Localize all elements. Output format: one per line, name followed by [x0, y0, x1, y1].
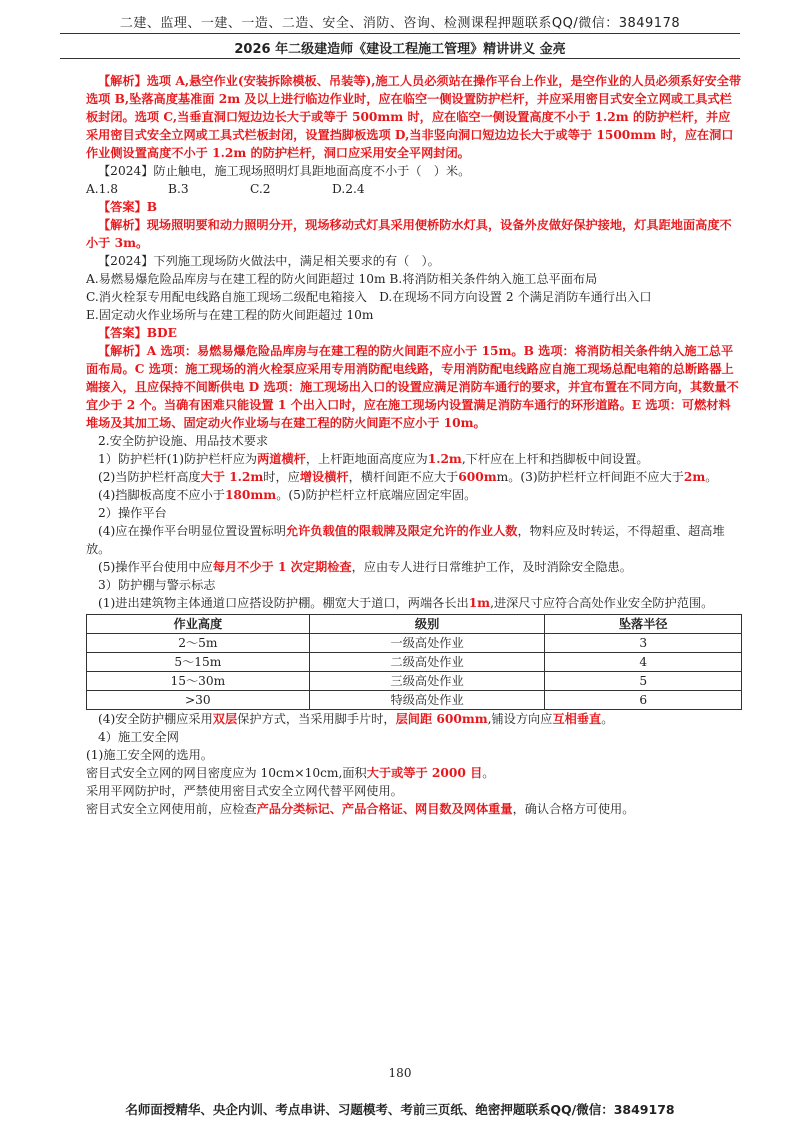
highlight: 产品分类标记、产品合格证、网目数及网体重量 — [256, 802, 513, 816]
highlight: 大于 1.2m — [200, 470, 264, 484]
net-p4 — [86, 800, 742, 818]
table-cell: 5～15m — [87, 653, 310, 672]
table-cell: 5 — [545, 672, 742, 691]
guardrail-p2 — [86, 468, 742, 486]
text: (4)挡脚板高度不应小于 — [98, 488, 225, 502]
text: 时，应 — [263, 470, 300, 484]
section-title: 2.安全防护设施、用品技术要求 — [98, 434, 269, 448]
q3-option-e: E.固定动火作业场所与在建工程的防火间距超过 10m — [86, 308, 374, 322]
highlight: 层间距 600mm — [395, 712, 488, 726]
text: ,铺设方向应 — [487, 712, 553, 726]
table-row — [87, 691, 742, 710]
text: 保护方式，当采用脚手片时， — [237, 712, 396, 726]
header-divider-2 — [60, 58, 740, 59]
table-row — [87, 634, 742, 653]
table-cell: 15～30m — [87, 672, 310, 691]
platform-title: 2）操作平台 — [98, 506, 167, 520]
q2-answer: 【答案】B — [98, 200, 158, 214]
text: (2)当防护栏杆高度 — [98, 470, 201, 484]
highlight: 大于或等于 2000 目 — [366, 766, 483, 780]
text: ,下杆应在上杆和挡脚板中间设置。 — [461, 452, 649, 466]
text: 密目式安全立网的网目密度应为 10cm×10cm,面积 — [86, 766, 367, 780]
text: ,进深尺寸应符合高处作业安全防护范围。 — [490, 596, 714, 610]
table-header: 作业高度 — [87, 615, 310, 634]
platform-p5 — [86, 558, 742, 576]
text: ，横杆间距不应大于 — [348, 470, 459, 484]
q3-options-ab: A.易燃易爆危险品库房与在建工程的防火间距超过 10m B.将消防相关条件纳入施工总平面布局 — [86, 272, 598, 286]
table-header: 坠落半径 — [545, 615, 742, 634]
highlight: 增设横杆 — [299, 470, 349, 484]
table-cell: 三级高处作业 — [309, 672, 545, 691]
page-number: 180 — [388, 1066, 412, 1080]
q2-option-b: B.3 — [168, 182, 189, 196]
highlight: 每月不少于 1 次定期检查 — [212, 560, 352, 574]
table-cell: 2～5m — [87, 634, 310, 653]
table-header-row — [87, 615, 742, 634]
main-content — [86, 72, 742, 818]
guardrail-p4 — [86, 486, 742, 504]
text: (4)应在操作平台明显位置设置标明 — [98, 524, 286, 538]
text: ，上杆距地面高度应为 — [305, 452, 428, 466]
net-p1: (1)施工安全网的选用。 — [86, 748, 213, 762]
table-row — [87, 653, 742, 672]
text: 。 — [482, 766, 495, 780]
highlight: 180mm — [224, 488, 277, 502]
text: ，应由专人进行日常维护工作，及时消除安全隐患。 — [351, 560, 632, 574]
highlight: 1m — [468, 596, 491, 610]
text: ，确认合格方可使用。 — [512, 802, 635, 816]
guardrail-p1 — [86, 450, 742, 468]
text: m。(3)防护栏杆立杆间距不应大于 — [496, 470, 684, 484]
highlight: 2m — [683, 470, 706, 484]
q1-analysis: 【解析】选项 A,悬空作业(安装拆除模板、吊装等),施工人员必须站在操作平台上作业，是空作业的人员必须系好安全带选项 B,坠落高度基准面 2m 及以上进行临边作业时，应在临空一侧设置防护栏杆，并应采用密目式安全立网或工具式栏板封闭。选项 C,当垂直洞口短边边长大于或等于 500mm 时，应在临空一侧设置高度不小于 1.2m 的防护栏杆，并应采用密目式安全立网或工具式栏板封闭，设置挡脚板选项 D,当非竖向洞口短边边长大于或等于 1500mm 时，应在洞口作业侧设置高度不小于 1.2m 的防护栏杆，洞口应采用安全平网封闭。 — [86, 74, 742, 160]
shed-p4 — [86, 710, 742, 728]
q2-stem: 【2024】防止触电，施工现场照明灯具距地面高度不小于（ ）米。 — [98, 164, 471, 178]
highlight: 允许负载值的限载牌及限定允许的作业人数 — [285, 524, 518, 538]
highlight: 1.2m — [427, 452, 462, 466]
table-cell: 6 — [545, 691, 742, 710]
shed-p1 — [86, 594, 742, 612]
text: 。 — [705, 470, 718, 484]
q2-analysis: 【解析】现场照明要和动力照明分开，现场移动式灯具采用便桥防水灯具，设备外皮做好保护接地，灯具距地面高度不小于 3m。 — [86, 218, 732, 250]
table-cell: 3 — [545, 634, 742, 653]
q3-stem: 【2024】下列施工现场防火做法中，满足相关要求的有（ ）。 — [98, 254, 440, 268]
header-title: 2026 年二级建造师《建设工程施工管理》精讲讲义 金亮 — [234, 42, 566, 57]
header-contact-line: 二建、监理、一建、一造、二造、安全、消防、咨询、检测课程押题联系QQ/微信：3849178 — [119, 16, 681, 31]
highlight: 互相垂直 — [552, 712, 602, 726]
text: 。(5)防护栏杆立杆底端应固定牢固。 — [276, 488, 477, 502]
q3-analysis: 【解析】A 选项：易燃易爆危险品库房与在建工程的防火间距不应小于 15m。B 选项：将消防相关条件纳入施工总平面布局。C 选项：施工现场的消火栓泵应采用专用消防配电线路，专用消防配电线路应自施工现场总配电箱的总断路器上端接入，且应保持不间断供电 D 选项：施工现场出入口的设置应满足消防车通行的要求，并宜布置在不同方向，其数量不宜少于 2 个。当确有困难只能设置 1 个出入口时，应在施工现场内设置满足消防车通行的环形道路。E 选项：可燃材料堆场及其加工场、固定动火作业场与在建工程的防火间距不应小于 10m。 — [86, 344, 739, 430]
text: 。 — [601, 712, 614, 726]
table-header: 级别 — [309, 615, 545, 634]
text: (1)进出建筑物主体通道口应搭设防护棚。棚宽大于道口，两端各长出 — [98, 596, 469, 610]
q2-option-c: C.2 — [250, 182, 271, 196]
net-p3: 采用平网防护时，严禁使用密目式安全立网代替平网使用。 — [86, 784, 403, 798]
q2-option-d: D.2.4 — [332, 182, 365, 196]
text: 1）防护栏杆(1)防护栏杆应为 — [98, 452, 258, 466]
q2-options — [86, 180, 742, 198]
fall-radius-table — [86, 614, 742, 710]
table-cell: 一级高处作业 — [309, 634, 545, 653]
q2-option-a: A.1.8 — [86, 182, 119, 196]
highlight: 600m — [458, 470, 497, 484]
footer-contact-line: 名师面授精华、央企内训、考点串讲、习题模考、考前三页纸、绝密押题联系QQ/微信：3849178 — [125, 1102, 675, 1117]
net-p2 — [86, 764, 742, 782]
shed-title: 3）防护棚与警示标志 — [98, 578, 216, 592]
text: (4)安全防护棚应采用 — [98, 712, 213, 726]
platform-p4 — [86, 522, 742, 558]
net-title: 4）施工安全网 — [98, 730, 179, 744]
highlight: 两道横杆 — [257, 452, 306, 466]
header-divider — [60, 33, 740, 34]
q3-answer: 【答案】BDE — [98, 326, 177, 340]
table-cell: 4 — [545, 653, 742, 672]
table-row — [87, 672, 742, 691]
text: (5)操作平台使用中应 — [98, 560, 213, 574]
text: ，物料应及时转运，不得超重、超高堆放。 — [86, 524, 725, 556]
table-cell: 特级高处作业 — [309, 691, 545, 710]
table-cell: 二级高处作业 — [309, 653, 545, 672]
q3-options-cd: C.消火栓泵专用配电线路自施工现场二级配电箱接入 D.在现场不同方向设置 2 个满足消防车通行出入口 — [86, 290, 652, 304]
text: 密目式安全立网使用前，应检查 — [86, 802, 257, 816]
highlight: 双层 — [212, 712, 238, 726]
table-cell: >30 — [87, 691, 310, 710]
